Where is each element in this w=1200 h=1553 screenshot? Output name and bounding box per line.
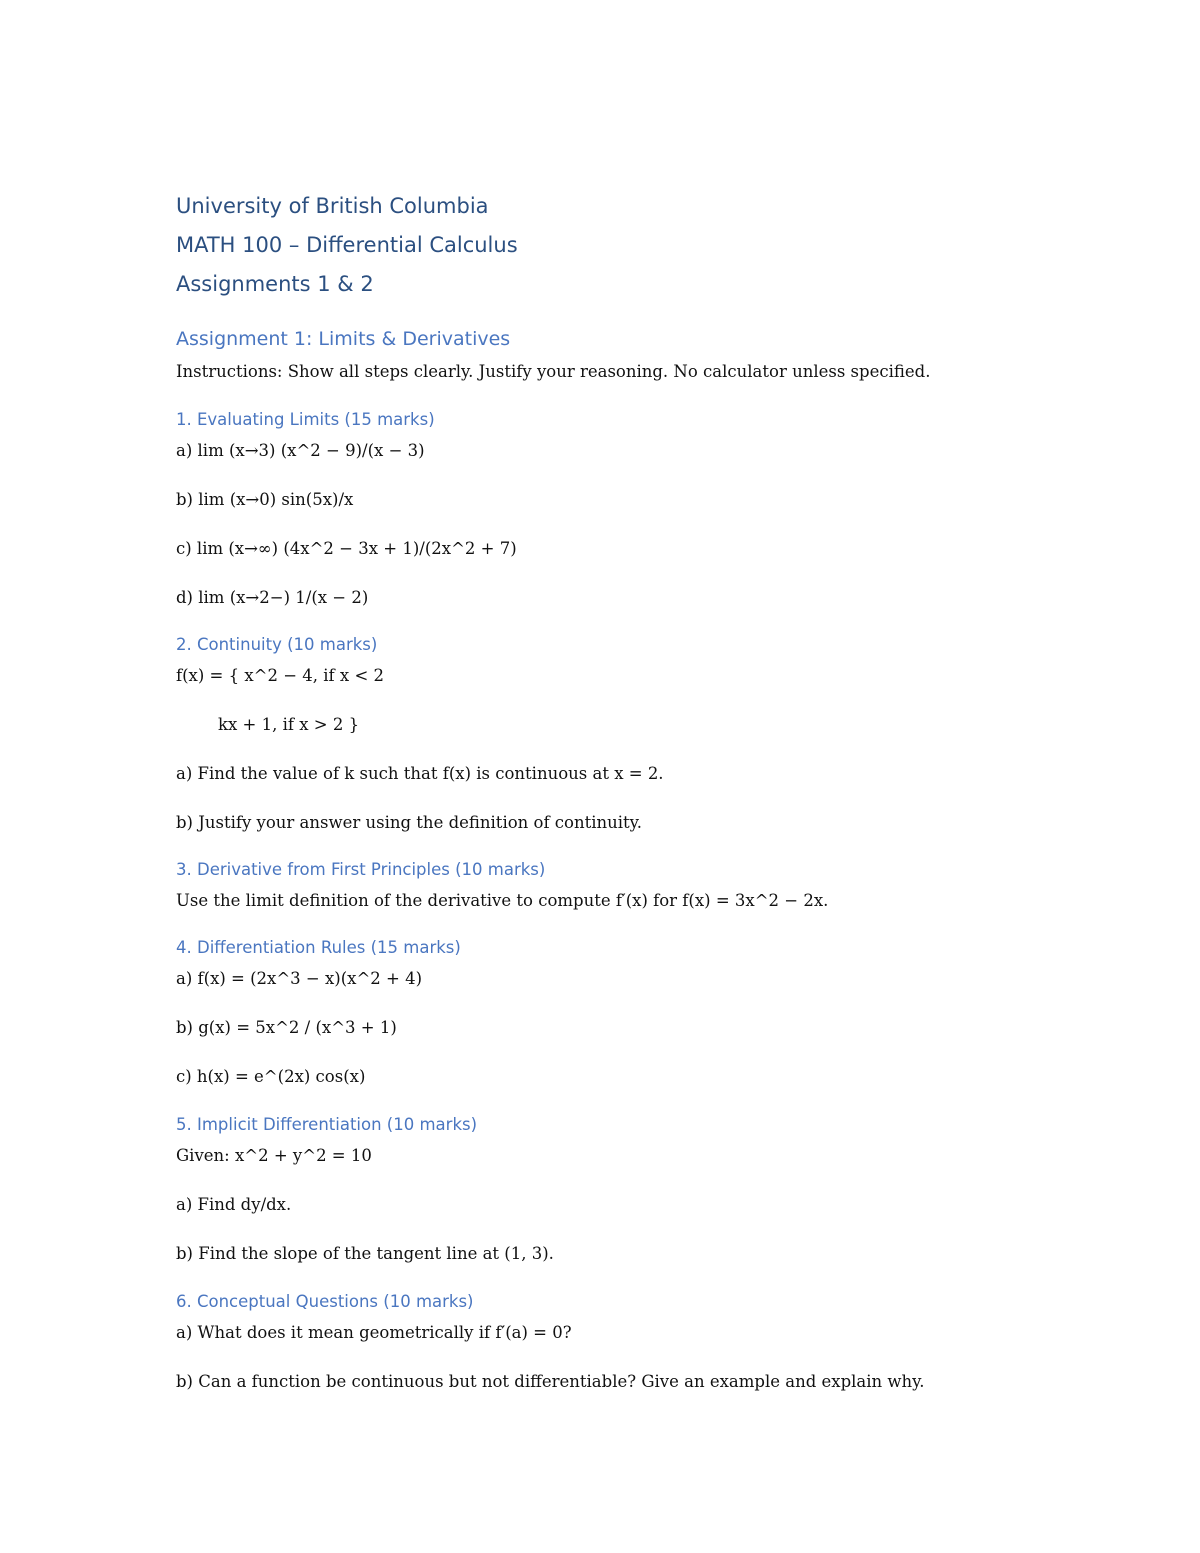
section2-heading: 2. Continuity (10 marks) <box>176 635 378 654</box>
assignments-title: Assignments 1 & 2 <box>176 272 374 296</box>
section2-item-a: a) Find the value of k such that f(x) is continuous at x = 2. <box>176 764 664 783</box>
university-title: University of British Columbia <box>176 194 489 218</box>
section4-heading: 4. Differentiation Rules (15 marks) <box>176 938 461 957</box>
section4-item-c: c) h(x) = e^(2x) cos(x) <box>176 1067 366 1086</box>
section6-item-b: b) Can a function be continuous but not differentiable? Give an example and explain why. <box>176 1372 925 1391</box>
section1-heading: 1. Evaluating Limits (15 marks) <box>176 410 435 429</box>
section2-function-line2: kx + 1, if x > 2 } <box>218 715 360 734</box>
section6-item-a: a) What does it mean geometrically if f′(a) = 0? <box>176 1323 572 1342</box>
section1-item-d: d) lim (x→2−) 1/(x − 2) <box>176 588 369 607</box>
course-title: MATH 100 – Differential Calculus <box>176 233 518 257</box>
section2-function-line1: f(x) = { x^2 − 4, if x < 2 <box>176 666 385 685</box>
section1-item-b: b) lim (x→0) sin(5x)/x <box>176 490 354 509</box>
section5-given: Given: x^2 + y^2 = 10 <box>176 1146 372 1165</box>
section5-item-b: b) Find the slope of the tangent line at (1, 3). <box>176 1244 554 1263</box>
section6-heading: 6. Conceptual Questions (10 marks) <box>176 1292 474 1311</box>
section3-heading: 3. Derivative from First Principles (10 marks) <box>176 860 546 879</box>
section4-item-a: a) f(x) = (2x^3 − x)(x^2 + 4) <box>176 969 423 988</box>
section5-heading: 5. Implicit Differentiation (10 marks) <box>176 1115 478 1134</box>
section4-item-b: b) g(x) = 5x^2 / (x^3 + 1) <box>176 1018 397 1037</box>
section5-item-a: a) Find dy/dx. <box>176 1195 292 1214</box>
section1-item-c: c) lim (x→∞) (4x^2 − 3x + 1)/(2x^2 + 7) <box>176 539 517 558</box>
section1-item-a: a) lim (x→3) (x^2 − 9)/(x − 3) <box>176 441 425 460</box>
assignment1-heading: Assignment 1: Limits & Derivatives <box>176 328 511 350</box>
section3-text: Use the limit definition of the derivative to compute f′(x) for f(x) = 3x^2 − 2x. <box>176 891 829 910</box>
instructions: Instructions: Show all steps clearly. Justify your reasoning. No calculator unless specified. <box>176 362 931 381</box>
section2-item-b: b) Justify your answer using the definition of continuity. <box>176 813 643 832</box>
